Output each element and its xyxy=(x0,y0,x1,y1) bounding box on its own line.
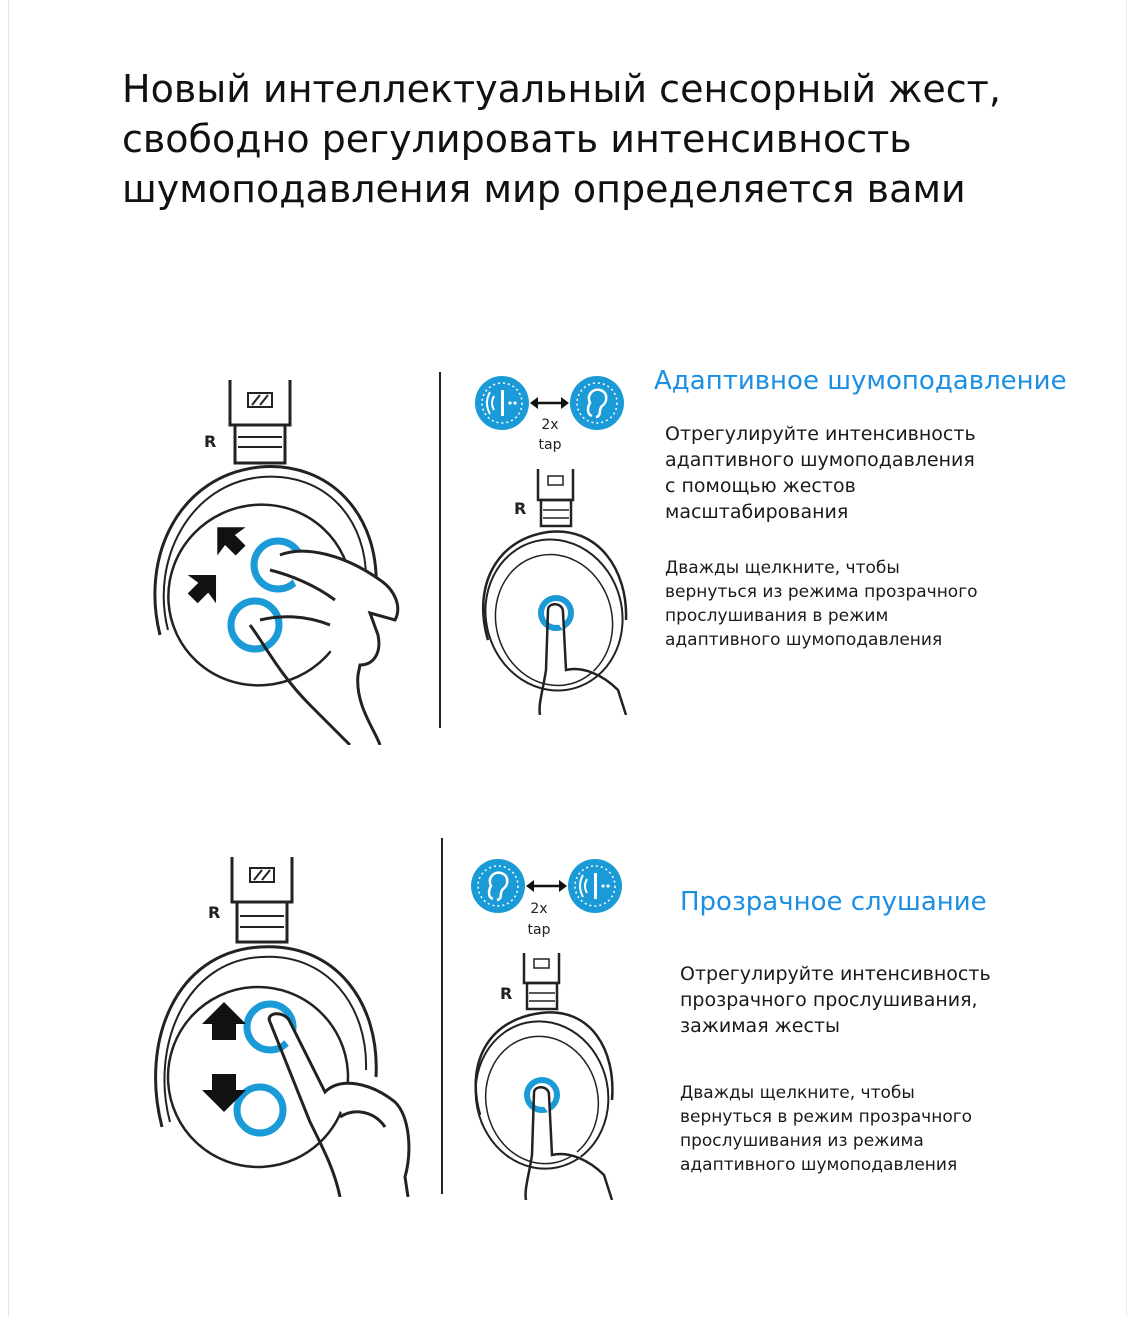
side-label-r-small: R xyxy=(500,984,513,1003)
side-label-r-small: R xyxy=(514,499,527,518)
section2-para2-line: вернуться в режим прозрачного xyxy=(680,1107,973,1127)
arrow-in-icon xyxy=(179,561,231,613)
double-tap-illustration xyxy=(468,370,638,715)
illustration-divider xyxy=(441,838,443,1194)
section1-description xyxy=(665,421,976,525)
transparency-mode-icon xyxy=(570,376,624,430)
zoom-gesture-illustration xyxy=(140,375,410,745)
section1-para1-line: масштабирования xyxy=(665,501,849,523)
section2-para2-line: прослушивания из режима xyxy=(680,1131,924,1151)
transparency-mode-icon xyxy=(471,859,525,913)
headband-icon xyxy=(230,380,290,425)
touch-point-icon xyxy=(237,1087,283,1133)
arrow-up-icon xyxy=(202,1002,246,1040)
section1-para2-line: адаптивного шумоподавления xyxy=(665,630,943,650)
section2-para1-line: зажимая жесты xyxy=(680,1015,840,1037)
double-tap-illustration xyxy=(466,855,636,1200)
section2-description xyxy=(680,961,991,1039)
section2-double-tap-note xyxy=(680,1081,972,1177)
section1-para1-line: с помощью жестов xyxy=(665,475,856,497)
right-edge-line xyxy=(1126,0,1127,1317)
section1-para1-line: адаптивного шумоподавления xyxy=(665,449,975,471)
title-line-1: Новый интеллектуальный сенсорный жест, xyxy=(122,67,1001,111)
illustration-divider xyxy=(439,372,441,728)
section-title-adaptive-anc: Адаптивное шумоподавление xyxy=(654,366,1067,396)
section2-para1-line: прозрачного прослушивания, xyxy=(680,989,978,1011)
finger-icon xyxy=(548,604,626,715)
pinch-gesture-illustration xyxy=(140,852,420,1197)
section1-double-tap-note xyxy=(665,556,978,652)
section1-para2-line: вернуться из режима прозрачного xyxy=(665,582,978,602)
side-label-r: R xyxy=(204,432,217,451)
section1-para2-line: прослушивания в режим xyxy=(665,606,889,626)
section2-para2-line: Дважды щелкните, чтобы xyxy=(680,1083,915,1103)
section-title-transparency: Прозрачное слушание xyxy=(680,887,987,917)
tap-count: 2x xyxy=(530,901,548,917)
section2-para2-line: адаптивного шумоподавления xyxy=(680,1155,958,1175)
title-line-3: шумоподавления мир определяется вами xyxy=(122,167,966,211)
left-edge-line xyxy=(8,0,9,1317)
touch-point-icon xyxy=(231,601,279,649)
tap-word: tap xyxy=(527,922,551,938)
section2-para1-line: Отрегулируйте интенсивность xyxy=(680,963,991,985)
tap-count: 2x xyxy=(541,417,559,433)
page-title xyxy=(122,64,1022,214)
section1-para1-line: Отрегулируйте интенсивность xyxy=(665,423,976,445)
side-label-r: R xyxy=(208,903,221,922)
hand-icon xyxy=(269,1014,409,1197)
tap-word: tap xyxy=(538,437,562,453)
section1-para2-line: Дважды щелкните, чтобы xyxy=(665,558,900,578)
finger-icon xyxy=(534,1087,612,1200)
title-line-2: свободно регулировать интенсивность xyxy=(122,117,912,161)
